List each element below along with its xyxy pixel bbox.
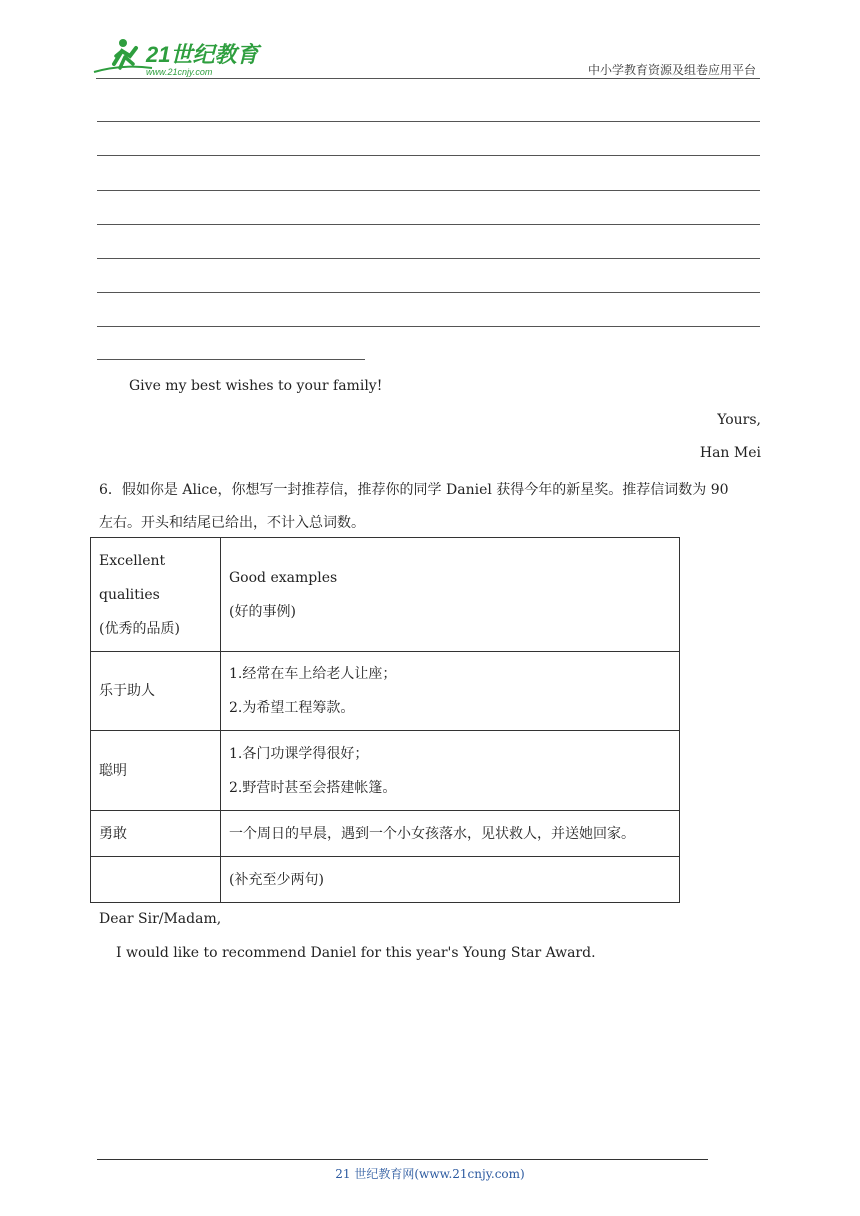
- header-text: Good examples: [229, 569, 338, 586]
- header-text: qualities: [99, 586, 160, 603]
- example-text: 2.为希望工程筹款。: [229, 700, 355, 716]
- writing-line-short: [97, 359, 365, 360]
- letter-signature: Han Mei: [699, 445, 761, 461]
- examples-cell: [221, 652, 680, 731]
- question-line-2: 左右。开头和结尾已给出，不计入总词数。: [99, 515, 365, 531]
- writing-line: [97, 224, 760, 225]
- writing-line: [97, 326, 760, 327]
- letter-wishes: Give my best wishes to your family!: [129, 378, 383, 394]
- letter-opening: I would like to recommend Daniel for this year's Young Star Award.: [116, 945, 596, 961]
- footer-link[interactable]: 21 世纪教育网(www.21cnjy.com): [335, 1167, 525, 1181]
- header-text: (优秀的品质): [99, 620, 180, 637]
- letter-closing: Yours,: [717, 412, 761, 428]
- logo-url: www.21cnjy.com: [146, 67, 213, 77]
- quality-cell: 聪明: [91, 731, 221, 811]
- header-text: Excellent: [99, 552, 166, 569]
- logo-text: 21世纪教育: [146, 42, 259, 67]
- header-cell-qualities: [91, 538, 221, 652]
- example-text: 2.野营时甚至会搭建帐篷。: [229, 779, 397, 796]
- writing-line: [97, 292, 760, 293]
- quality-cell: 乐于助人: [91, 652, 221, 731]
- question-line-1: 6．假如你是 Alice，你想写一封推荐信，推荐你的同学 Daniel 获得今年的新星奖。推荐信词数为 90: [99, 482, 729, 498]
- examples-cell: [221, 731, 680, 811]
- writing-line: [97, 121, 760, 122]
- table-row: [91, 811, 680, 857]
- header-divider: [96, 78, 760, 79]
- table-header-row: [91, 538, 680, 652]
- examples-cell: (补充至少两句): [221, 857, 680, 903]
- table-row: [91, 731, 680, 811]
- writing-line: [97, 155, 760, 156]
- qualities-table: [90, 537, 680, 903]
- example-text: 1.经常在车上给老人让座；: [229, 666, 397, 682]
- writing-line: [97, 258, 760, 259]
- quality-cell: 勇敢: [91, 811, 221, 857]
- header-cell-examples: [221, 538, 680, 652]
- examples-cell: 一个周日的早晨，遇到一个小女孩落水，见状救人，并送她回家。: [221, 811, 680, 857]
- example-text: 1.各门功课学得很好；: [229, 745, 369, 762]
- table-row: [91, 857, 680, 903]
- table-row: [91, 652, 680, 731]
- site-logo: [92, 34, 262, 78]
- quality-cell: [91, 857, 221, 903]
- letter-greeting: Dear Sir/Madam,: [99, 911, 222, 927]
- platform-title: 中小学教育资源及组卷应用平台: [587, 63, 756, 77]
- header-text: (好的事例): [229, 603, 296, 620]
- writing-line: [97, 190, 760, 191]
- footer-divider: [97, 1159, 708, 1160]
- runner-logo-icon: [94, 39, 152, 72]
